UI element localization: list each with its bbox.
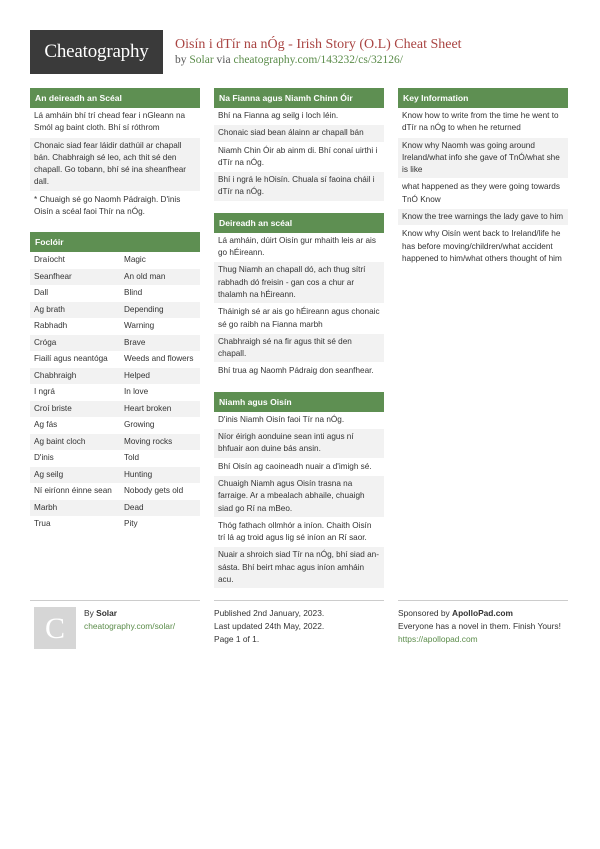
list-item: D'inis Niamh Oisín faoi Tír na nÓg. bbox=[214, 412, 384, 429]
list-item: Thug Niamh an chapall dó, ach thug sítrí rabhadh dó freisin - gan cos a chur ar thalamh na hÉireann. bbox=[214, 262, 384, 304]
via-word: via bbox=[216, 54, 231, 66]
irish-word: Rabhadh bbox=[34, 321, 68, 331]
list-item: Chuaigh Niamh agus Oisín trasna na farraige. Ar a mbealach abhaile, chuaigh siad go Rí na mBeo. bbox=[214, 476, 384, 518]
list-item: Chonaic siad fear láidir dathúil ar chapall bán. Chabhraigh sé leo, ach thit sé den chapall. Go tobann, bhí sé ina sheanfhear dall. bbox=[30, 138, 200, 192]
irish-word: Ag seilg bbox=[34, 469, 64, 479]
section-header: Na Fianna agus Niamh Chinn Óir bbox=[214, 88, 384, 108]
section-key-info bbox=[398, 88, 568, 268]
list-item: Nuair a shroich siad Tír na nÓg, bhí siad an-sásta. Bhí beirt mhac agus iníon amháin acu. bbox=[214, 547, 384, 589]
english-word: Moving rocks bbox=[124, 436, 173, 446]
list-item: Lá amháin, dúirt Oisín gur mhaith leis ar ais go hÉireann. bbox=[214, 233, 384, 263]
irish-word: Marbh bbox=[34, 502, 58, 512]
by-word: by bbox=[175, 54, 187, 66]
list-item: Know the tree warnings the lady gave to him bbox=[398, 209, 568, 226]
sponsor-name-link[interactable]: ApolloPad.com bbox=[452, 608, 513, 618]
english-word: Weeds and flowers bbox=[124, 354, 194, 364]
footer-author bbox=[30, 600, 200, 645]
table-row bbox=[30, 318, 200, 335]
english-word: Magic bbox=[124, 255, 146, 265]
list-item: Bhí na Fianna ag seilg i loch léin. bbox=[214, 108, 384, 125]
table-row bbox=[30, 516, 200, 533]
table-row bbox=[30, 450, 200, 467]
list-item: Lá amháin bhí trí chead fear i nGleann na Smól ag baint cloth. Bhí sí róthrom bbox=[30, 108, 200, 138]
author-link[interactable]: Solar bbox=[189, 54, 214, 66]
section-an-deireadh bbox=[30, 88, 200, 221]
irish-word: D'inis bbox=[34, 453, 54, 463]
section-focloir bbox=[30, 232, 200, 533]
english-word: Nobody gets old bbox=[124, 486, 184, 496]
table-row bbox=[30, 401, 200, 418]
sponsor-url-link[interactable]: https://apollopad.com bbox=[398, 634, 478, 644]
list-item: Thóg fathach ollmhór a iníon. Chaith Oisín trí lá ag troid agus lig sé iníon an Rí saor. bbox=[214, 518, 384, 548]
sponsor-label: Sponsored by bbox=[398, 608, 450, 618]
list-item: Chabhraigh sé na fir agus thit sé den chapall. bbox=[214, 334, 384, 364]
table-row bbox=[30, 269, 200, 286]
english-word: Pity bbox=[124, 519, 138, 529]
column-2 bbox=[214, 88, 384, 600]
english-word: Brave bbox=[124, 337, 146, 347]
sponsor-text: Everyone has a novel in them. Finish Yours! bbox=[398, 621, 561, 631]
section-header: Foclóir bbox=[30, 232, 200, 252]
english-word: In love bbox=[124, 387, 149, 397]
table-row bbox=[30, 368, 200, 385]
list-item: Know why Oisín went back to Ireland/life he has before moving/children/what accident happened to him/what others thought of him bbox=[398, 226, 568, 268]
list-item: what happened as they were going towards TnÓ Know bbox=[398, 179, 568, 209]
english-word: Hunting bbox=[124, 469, 153, 479]
author-url-link[interactable]: cheatography.com/solar/ bbox=[84, 621, 176, 631]
table-row bbox=[30, 500, 200, 517]
list-item: Chonaic siad bean álainn ar chapall bán bbox=[214, 125, 384, 142]
section-body bbox=[398, 108, 568, 268]
english-word: Dead bbox=[124, 502, 144, 512]
table-row bbox=[30, 434, 200, 451]
english-word: Helped bbox=[124, 370, 150, 380]
column-1 bbox=[30, 88, 200, 544]
section-header: Deireadh an scéal bbox=[214, 213, 384, 233]
english-word: Heart broken bbox=[124, 403, 172, 413]
irish-word: I ngrá bbox=[34, 387, 55, 397]
english-word: Growing bbox=[124, 420, 155, 430]
byline bbox=[175, 54, 403, 66]
list-item: Know how to write from the time he went to dTír na nÓg to when he returned bbox=[398, 108, 568, 138]
section-body bbox=[214, 108, 384, 202]
english-word: Told bbox=[124, 453, 140, 463]
list-item: * Chuaigh sé go Naomh Pádraigh. D'inis Oisín a scéal faoi Thír na nÓg. bbox=[30, 192, 200, 222]
section-niamh-oisin bbox=[214, 392, 384, 590]
page-title: Oisín i dTír na nÓg - Irish Story (O.L) Cheat Sheet bbox=[175, 37, 462, 52]
table-row bbox=[30, 483, 200, 500]
section-body bbox=[214, 412, 384, 590]
column-3 bbox=[398, 88, 568, 279]
footer-sponsor bbox=[398, 600, 568, 646]
irish-word: Ag fás bbox=[34, 420, 58, 430]
section-header: Niamh agus Oisín bbox=[214, 392, 384, 412]
updated-date: Last updated 24th May, 2022. bbox=[214, 621, 325, 631]
list-item: Bhí Oisín ag caoineadh nuair a d'imigh sé. bbox=[214, 459, 384, 476]
cheatography-logo[interactable]: Cheatography bbox=[30, 30, 163, 74]
table-row bbox=[30, 302, 200, 319]
list-item: Tháinigh sé ar ais go hÉireann agus chonaic sé go raibh na Fianna marbh bbox=[214, 304, 384, 334]
table-row bbox=[30, 384, 200, 401]
section-header: An deireadh an Scéal bbox=[30, 88, 200, 108]
by-label: By bbox=[84, 608, 94, 618]
table-row bbox=[30, 252, 200, 269]
list-item: Níor éirigh aonduine sean inti agus ní bhfuair aon duine bás ansin. bbox=[214, 429, 384, 459]
table-row bbox=[30, 417, 200, 434]
table-row bbox=[30, 467, 200, 484]
section-body bbox=[214, 233, 384, 381]
table-row bbox=[30, 335, 200, 352]
english-word: An old man bbox=[124, 271, 166, 281]
irish-word: Fiailí agus neantóga bbox=[34, 354, 108, 364]
list-item: Know why Naomh was going around Ireland/what info she gave of TnÓ/what she is like bbox=[398, 138, 568, 180]
irish-word: Chabhraigh bbox=[34, 370, 77, 380]
irish-word: Draíocht bbox=[34, 255, 65, 265]
irish-word: Dall bbox=[34, 288, 49, 298]
section-header: Key Information bbox=[398, 88, 568, 108]
irish-word: Ní eiríonn éinne sean bbox=[34, 486, 112, 496]
irish-word: Croí briste bbox=[34, 403, 72, 413]
table-row bbox=[30, 285, 200, 302]
english-word: Warning bbox=[124, 321, 155, 331]
irish-word: Cróga bbox=[34, 337, 57, 347]
page-number: Page 1 of 1. bbox=[214, 634, 260, 644]
list-item: Bhí trua ag Naomh Pádraig don seanfhear. bbox=[214, 363, 384, 380]
section-na-fianna bbox=[214, 88, 384, 202]
table-row bbox=[30, 351, 200, 368]
sheet-url-link[interactable]: cheatography.com/143232/cs/32126/ bbox=[233, 54, 403, 66]
footer-dates bbox=[214, 600, 384, 646]
list-item: Bhí i ngrá le hOisín. Chuala sí faoina cháil i dTír na nÓg. bbox=[214, 172, 384, 202]
author-info bbox=[84, 607, 200, 633]
irish-word: Ag brath bbox=[34, 304, 65, 314]
vocab-table bbox=[30, 252, 200, 533]
footer-author-name[interactable]: Solar bbox=[96, 608, 118, 618]
english-word: Blind bbox=[124, 288, 143, 298]
list-item: Niamh Chin Óir ab ainm di. Bhí conaí uirthi i dTír na nÓg. bbox=[214, 143, 384, 173]
english-word: Depending bbox=[124, 304, 164, 314]
section-body bbox=[30, 108, 200, 221]
section-deireadh bbox=[214, 213, 384, 381]
irish-word: Trua bbox=[34, 519, 51, 529]
irish-word: Ag baint cloch bbox=[34, 436, 86, 446]
irish-word: Seanfhear bbox=[34, 271, 72, 281]
avatar[interactable]: C bbox=[34, 607, 76, 649]
published-date: Published 2nd January, 2023. bbox=[214, 608, 325, 618]
